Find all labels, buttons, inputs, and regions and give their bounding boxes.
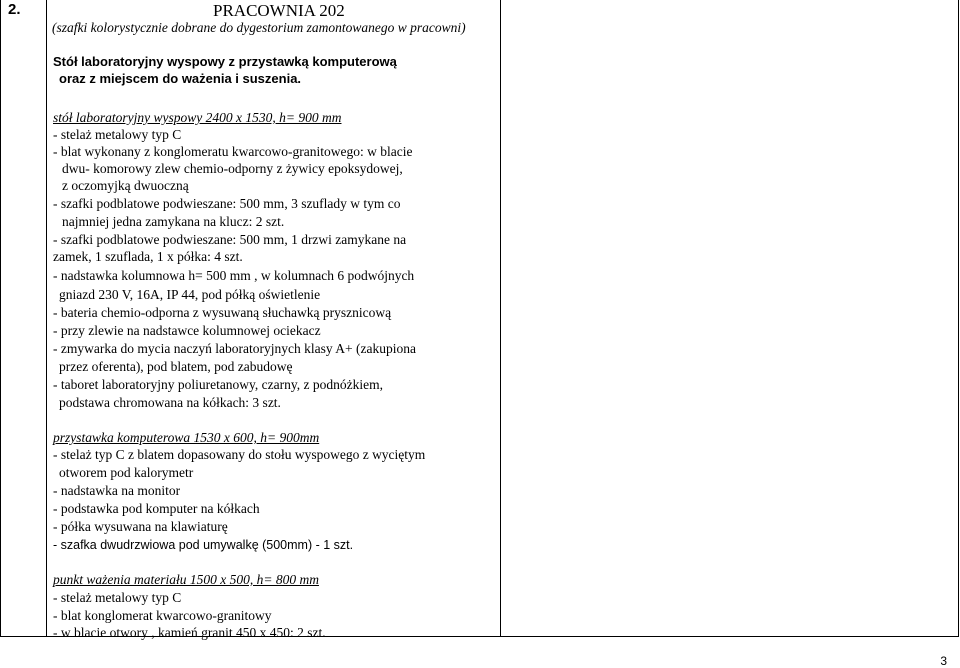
room-title: PRACOWNIA 202 — [213, 1, 345, 20]
row-number: 2. — [8, 1, 21, 18]
section1-line: - stelaż metalowy typ C — [53, 127, 182, 142]
section1-line: - bateria chemio-odporna z wysuwaną słuchawką prysznicową — [53, 305, 392, 320]
section3-line: - stelaż metalowy typ C — [53, 590, 182, 605]
section2-line: - półka wysuwana na klawiaturę — [53, 519, 228, 534]
section2-line: - szafka dwudrzwiowa pod umywalkę (500mm) - 1 szt. — [53, 538, 354, 552]
section3-title: punkt ważenia materiału 1500 x 500, h= 800 mm — [53, 572, 319, 587]
section1-line: zamek, 1 szuflada, 1 x półka: 4 szt. — [53, 249, 243, 264]
section1-line: gniazd 230 V, 16A, IP 44, pod półką oświetlenie — [59, 287, 321, 302]
room-subtitle: (szafki kolorystycznie dobrane do dygestorium zamontowanego w pracowni) — [52, 20, 466, 35]
section1-title: stół laboratoryjny wyspowy 2400 x 1530, h= 900 mm — [53, 110, 342, 125]
section2-line: - podstawka pod komputer na kółkach — [53, 501, 260, 516]
section1-line: podstawa chromowana na kółkach: 3 szt. — [59, 395, 281, 410]
section1-line: z oczomyjką dwuoczną — [62, 178, 189, 193]
section1-line: - przy zlewie na nadstawce kolumnowej ociekacz — [53, 323, 321, 338]
section1-line: dwu- komorowy zlew chemio-odporny z żywicy epoksydowej, — [62, 161, 403, 176]
section2-line: - nadstawka na monitor — [53, 483, 181, 498]
page-number: 3 — [940, 654, 947, 668]
section1-line: - blat wykonany z konglomeratu kwarcowo-granitowego: w blacie — [53, 144, 413, 159]
section1-line: najmniej jedna zamykana na klucz: 2 szt. — [62, 214, 285, 229]
section1-line: - szafki podblatowe podwieszane: 500 mm, 3 szuflady w tym co — [53, 196, 401, 211]
section3-line: - w blacie otwory , kamień granit 450 x 450: 2 szt. — [53, 625, 326, 640]
section1-line: przez oferenta), pod blatem, pod zabudowę — [59, 359, 293, 374]
heading-line-2: oraz z miejscem do ważenia i suszenia. — [59, 71, 302, 86]
table-border-left — [0, 0, 1, 637]
section1-line: - szafki podblatowe podwieszane: 500 mm, 1 drzwi zamykane na — [53, 232, 407, 247]
table-border-col2 — [500, 0, 501, 637]
section1-line: - taboret laboratoryjny poliuretanowy, czarny, z podnóżkiem, — [53, 377, 384, 392]
section2-title: przystawka komputerowa 1530 x 600, h= 900mm — [53, 430, 320, 445]
heading-line-1: Stół laboratoryjny wyspowy z przystawką komputerową — [53, 54, 397, 69]
section3-line: - blat konglomerat kwarcowo-granitowy — [53, 608, 272, 623]
section2-line: otworem pod kalorymetr — [59, 465, 194, 480]
section1-line: - zmywarka do mycia naczyń laboratoryjnych klasy A+ (zakupiona — [53, 341, 416, 356]
section2-line: - stelaż typ C z blatem dopasowany do stołu wyspowego z wyciętym — [53, 447, 426, 462]
table-border-col1 — [46, 0, 47, 637]
section1-line: - nadstawka kolumnowa h= 500 mm , w kolumnach 6 podwójnych — [53, 268, 415, 283]
table-border-right — [958, 0, 959, 637]
